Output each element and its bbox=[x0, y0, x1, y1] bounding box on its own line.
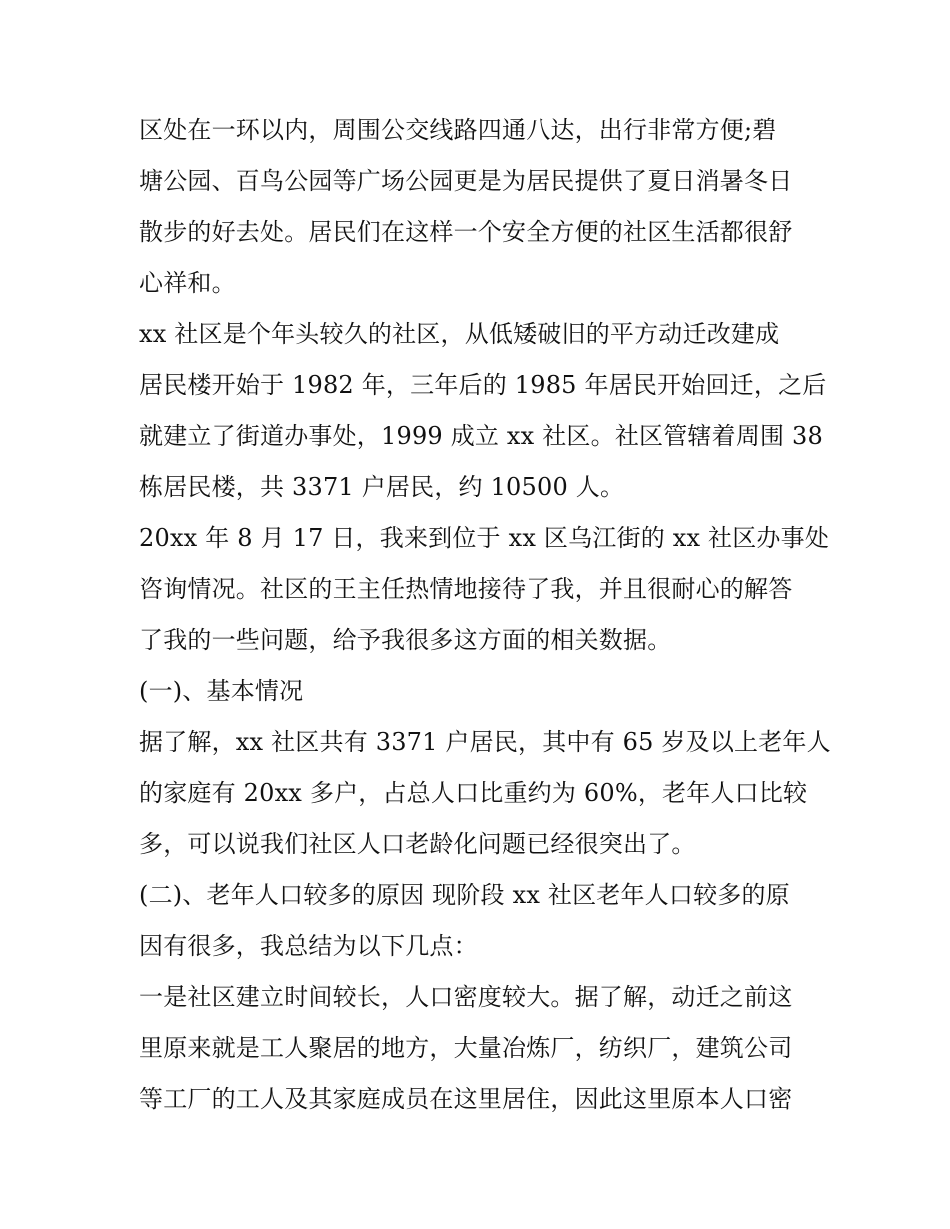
section-heading-basic: (一)、基本情况 bbox=[139, 677, 304, 705]
text-line-3: 散步的好去处。居民们在这样一个安全方便的社区生活都很舒 bbox=[139, 218, 793, 246]
text-line-8: 栋居民楼，共 3371 户居民，约 10500 人。 bbox=[139, 473, 625, 501]
text-line-5: xx 社区是个年头较久的社区，从低矮破旧的平方动迁改建成 bbox=[139, 320, 780, 348]
text-line-4: 心祥和。 bbox=[139, 269, 236, 297]
text-line-20: 等工厂的工人及其家庭成员在这里居住，因此这里原本人口密 bbox=[139, 1085, 793, 1113]
text-line-14: 的家庭有 20xx 多户，占总人口比重约为 60%，老年人口比较 bbox=[139, 779, 808, 807]
text-line-18: 一是社区建立时间较长，人口密度较大。据了解，动迁之前这 bbox=[139, 983, 793, 1011]
text-line-1: 区处在一环以内，周围公交线路四通八达，出行非常方便;碧 bbox=[139, 116, 777, 144]
text-line-15: 多，可以说我们社区人口老龄化问题已经很突出了。 bbox=[139, 830, 696, 858]
text-line-17: 因有很多，我总结为以下几点： bbox=[139, 932, 478, 960]
text-line-9: 20xx 年 8 月 17 日，我来到位于 xx 区乌江街的 xx 社区办事处 bbox=[139, 524, 830, 552]
text-line-7: 就建立了街道办事处，1999 成立 xx 社区。社区管辖着周围 38 bbox=[139, 422, 824, 450]
body-text bbox=[139, 105, 831, 1125]
text-line-13: 据了解，xx 社区共有 3371 户居民，其中有 65 岁及以上老年人 bbox=[139, 728, 831, 756]
text-line-11: 了我的一些问题，给予我很多这方面的相关数据。 bbox=[139, 626, 672, 654]
text-line-2: 塘公园、百鸟公园等广场公园更是为居民提供了夏日消暑冬日 bbox=[139, 167, 793, 195]
text-line-6: 居民楼开始于 1982 年，三年后的 1985 年居民开始回迁，之后 bbox=[139, 371, 827, 399]
section-heading-reasons: (二)、老年人口较多的原因 现阶段 xx 社区老年人口较多的原 bbox=[139, 881, 790, 909]
text-line-19: 里原来就是工人聚居的地方，大量冶炼厂，纺织厂，建筑公司 bbox=[139, 1034, 793, 1062]
text-line-10: 咨询情况。社区的王主任热情地接待了我，并且很耐心的解答 bbox=[139, 575, 793, 603]
